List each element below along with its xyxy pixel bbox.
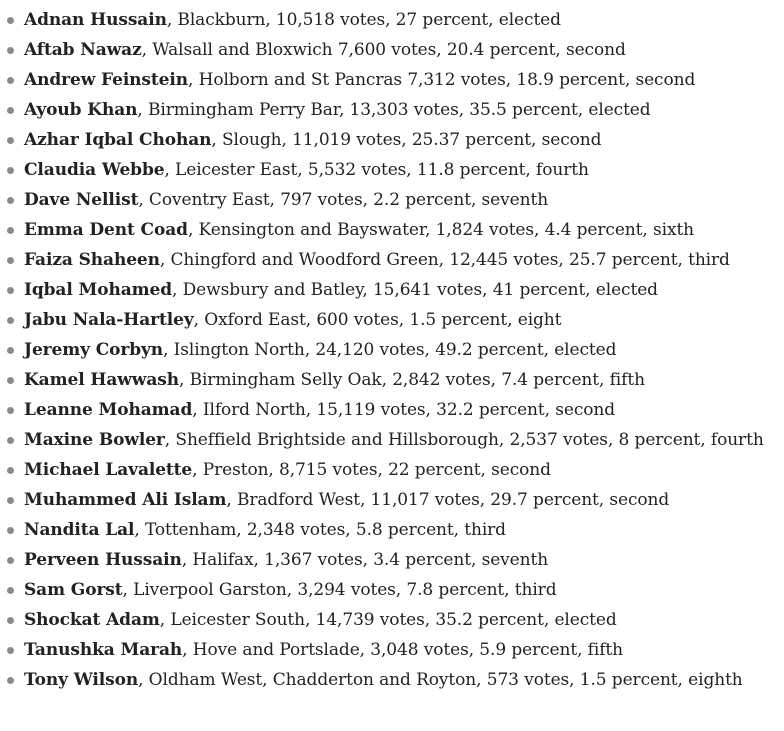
candidate-name: Faiza Shaheen [24, 250, 160, 270]
bullet-icon [7, 377, 14, 384]
bullet-icon [7, 347, 14, 354]
list-item [0, 458, 784, 483]
candidate-name: Jeremy Corbyn [24, 340, 164, 360]
list-item [0, 128, 784, 153]
candidate-name: Adnan Hussain [24, 10, 167, 30]
list-item [0, 338, 784, 363]
candidate-details: , Liverpool Garston, 3,294 votes, 7.8 percent, third [122, 580, 557, 600]
bullet-icon [7, 557, 14, 564]
candidate-details: , Walsall and Bloxwich 7,600 votes, 20.4 percent, second [141, 40, 626, 60]
candidate-name: Tanushka Marah [24, 640, 183, 660]
list-item [0, 638, 784, 663]
bullet-icon [7, 47, 14, 54]
candidate-name: Tony Wilson [24, 670, 139, 690]
list-item [0, 8, 784, 33]
candidate-details: , Birmingham Selly Oak, 2,842 votes, 7.4 percent, fifth [178, 370, 645, 390]
bullet-icon [7, 17, 14, 24]
bullet-icon [7, 407, 14, 414]
bullet-icon [7, 287, 14, 294]
list-item [0, 68, 784, 93]
candidate-details: , Halifax, 1,367 votes, 3.4 percent, seventh [181, 550, 549, 570]
list-item [0, 158, 784, 183]
bullet-icon [7, 107, 14, 114]
bullet-icon [7, 617, 14, 624]
list-item [0, 398, 784, 423]
bullet-icon [7, 317, 14, 324]
candidate-details: , Coventry East, 797 votes, 2.2 percent, seventh [138, 190, 549, 210]
bullet-icon [7, 437, 14, 444]
candidate-details: , Preston, 8,715 votes, 22 percent, second [192, 460, 551, 480]
list-item [0, 248, 784, 273]
candidate-details: , Leicester East, 5,532 votes, 11.8 percent, fourth [164, 160, 589, 180]
candidate-details: , Blackburn, 10,518 votes, 27 percent, elected [166, 10, 561, 30]
candidate-details: , Birmingham Perry Bar, 13,303 votes, 35.5 percent, elected [137, 100, 651, 120]
bullet-icon [7, 647, 14, 654]
bullet-icon [7, 257, 14, 264]
candidate-details: , Tottenham, 2,348 votes, 5.8 percent, third [134, 520, 506, 540]
candidate-name: Ayoub Khan [24, 100, 138, 120]
bullet-icon [7, 197, 14, 204]
candidate-details: , Hove and Portslade, 3,048 votes, 5.9 percent, fifth [182, 640, 623, 660]
candidate-details: , Sheffield Brightside and Hillsborough, 2,537 votes, 8 percent, fourth [164, 430, 764, 450]
bullet-icon [7, 527, 14, 534]
bullet-icon [7, 677, 14, 684]
candidate-name: Nandita Lal [24, 520, 135, 540]
list-item [0, 668, 784, 693]
candidate-details: , Islington North, 24,120 votes, 49.2 percent, elected [163, 340, 617, 360]
bullet-icon [7, 467, 14, 474]
candidate-name: Jabu Nala-Hartley [24, 310, 194, 330]
bullet-icon [7, 137, 14, 144]
candidate-name: Perveen Hussain [24, 550, 182, 570]
bullet-icon [7, 77, 14, 84]
candidate-details: , Ilford North, 15,119 votes, 32.2 percent, second [192, 400, 616, 420]
candidate-name: Maxine Bowler [24, 430, 165, 450]
list-item [0, 578, 784, 603]
candidate-details: , Chingford and Woodford Green, 12,445 votes, 25.7 percent, third [159, 250, 730, 270]
candidate-name: Michael Lavalette [24, 460, 193, 480]
candidate-name: Sam Gorst [24, 580, 123, 600]
list-item [0, 488, 784, 513]
list-item [0, 38, 784, 63]
bullet-icon [7, 227, 14, 234]
bullet-icon [7, 587, 14, 594]
list-item [0, 218, 784, 243]
candidate-name: Leanne Mohamad [24, 400, 193, 420]
candidate-details: , Slough, 11,019 votes, 25.37 percent, second [211, 130, 602, 150]
bullet-icon [7, 497, 14, 504]
candidate-details: , Holborn and St Pancras 7,312 votes, 18.9 percent, second [188, 70, 696, 90]
list-item [0, 548, 784, 573]
candidate-name: Kamel Hawwash [24, 370, 179, 390]
candidate-name: Claudia Webbe [24, 160, 165, 180]
list-item [0, 278, 784, 303]
candidate-details: , Oxford East, 600 votes, 1.5 percent, eight [193, 310, 562, 330]
candidate-name: Azhar Iqbal Chohan [24, 130, 212, 150]
candidate-name: Muhammed Ali Islam [24, 490, 227, 510]
candidate-name: Emma Dent Coad [24, 220, 188, 240]
candidate-name: Shockat Adam [24, 610, 160, 630]
candidate-details: , Kensington and Bayswater, 1,824 votes, 4.4 percent, sixth [187, 220, 695, 240]
candidate-details: , Bradford West, 11,017 votes, 29.7 percent, second [226, 490, 670, 510]
list-item [0, 428, 784, 453]
list-item [0, 98, 784, 123]
candidate-name: Aftab Nawaz [24, 40, 142, 60]
candidate-details: , Oldham West, Chadderton and Royton, 573 votes, 1.5 percent, eighth [138, 670, 743, 690]
list-item [0, 308, 784, 333]
list-item [0, 368, 784, 393]
bullet-icon [7, 167, 14, 174]
candidate-name: Andrew Feinstein [24, 70, 188, 90]
candidate-details: , Leicester South, 14,739 votes, 35.2 percent, elected [159, 610, 617, 630]
candidate-name: Iqbal Mohamed [24, 280, 173, 300]
candidate-name: Dave Nellist [24, 190, 139, 210]
list-item [0, 188, 784, 213]
list-item [0, 608, 784, 633]
list-item [0, 518, 784, 543]
candidate-details: , Dewsbury and Batley, 15,641 votes, 41 percent, elected [172, 280, 658, 300]
